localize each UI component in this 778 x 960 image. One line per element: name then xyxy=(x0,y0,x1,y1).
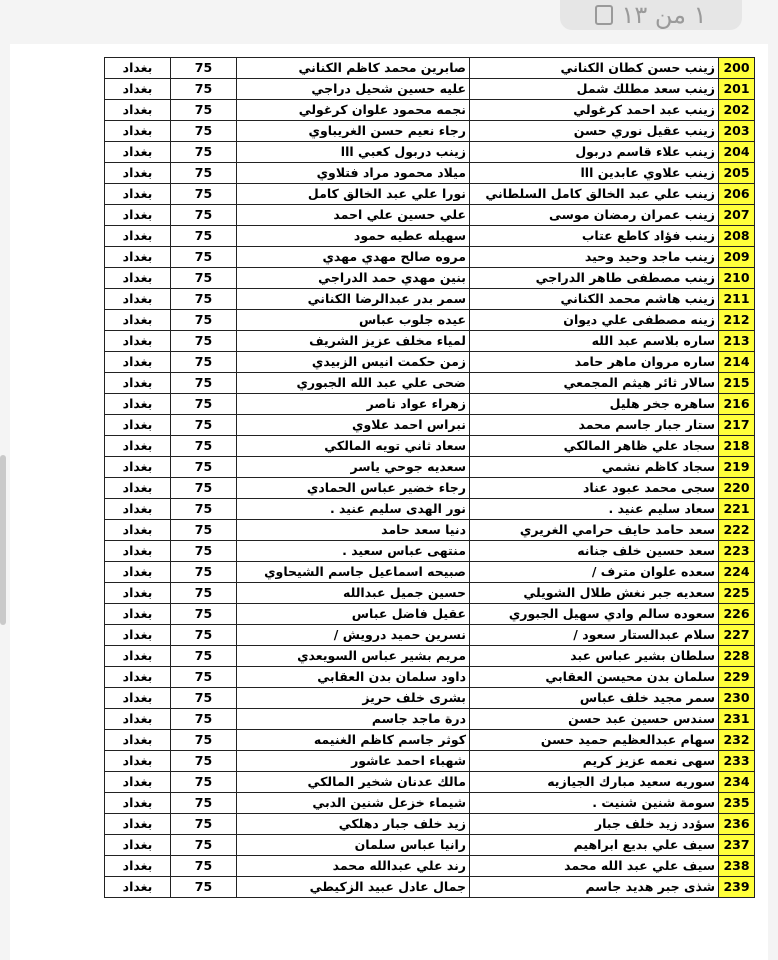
score-cell: 75 xyxy=(171,499,237,520)
row-number-cell: 204 xyxy=(719,142,755,163)
score-cell: 75 xyxy=(171,184,237,205)
names-table xyxy=(104,57,755,898)
score-cell: 75 xyxy=(171,520,237,541)
city-cell: بغداد xyxy=(105,751,171,772)
city-cell: بغداد xyxy=(105,604,171,625)
row-number-cell: 208 xyxy=(719,226,755,247)
guardian-name-cell: نبراس احمد علاوي xyxy=(237,415,470,436)
guardian-name-cell: ضحى علي عبد الله الجبوري xyxy=(237,373,470,394)
row-number-cell: 226 xyxy=(719,604,755,625)
guardian-name-cell: سهيله عطيه حمود xyxy=(237,226,470,247)
table-row xyxy=(105,205,755,226)
full-name-cell: زينب مصطفى طاهر الدراجي xyxy=(470,268,719,289)
page-indicator-text: ١ من ١٣ xyxy=(621,1,707,29)
table-row xyxy=(105,772,755,793)
full-name-cell: زينب فؤاد كاطع عتاب xyxy=(470,226,719,247)
city-cell: بغداد xyxy=(105,646,171,667)
score-cell: 75 xyxy=(171,835,237,856)
score-cell: 75 xyxy=(171,478,237,499)
guardian-name-cell: مريم بشير عباس السويعدي xyxy=(237,646,470,667)
guardian-name-cell: علي حسين علي احمد xyxy=(237,205,470,226)
city-cell: بغداد xyxy=(105,205,171,226)
table-row xyxy=(105,268,755,289)
full-name-cell: زينب علاوي عابدين ااا xyxy=(470,163,719,184)
full-name-cell: سجاد كاظم نشمي xyxy=(470,457,719,478)
table-row xyxy=(105,520,755,541)
score-cell: 75 xyxy=(171,394,237,415)
guardian-name-cell: كوثر جاسم كاظم الغنيمه xyxy=(237,730,470,751)
city-cell: بغداد xyxy=(105,856,171,877)
guardian-name-cell: شهباء احمد عاشور xyxy=(237,751,470,772)
table-row xyxy=(105,436,755,457)
table-row xyxy=(105,394,755,415)
guardian-name-cell: زهراء عواد ناصر xyxy=(237,394,470,415)
table-row xyxy=(105,814,755,835)
guardian-name-cell: لمياء مخلف عزيز الشريف xyxy=(237,331,470,352)
full-name-cell: سعد حسين خلف جنانه xyxy=(470,541,719,562)
table-row xyxy=(105,310,755,331)
table-row xyxy=(105,58,755,79)
score-cell: 75 xyxy=(171,856,237,877)
row-number-cell: 229 xyxy=(719,667,755,688)
row-number-cell: 213 xyxy=(719,331,755,352)
full-name-cell: سعد حامد حايف حرامي الغريري xyxy=(470,520,719,541)
guardian-name-cell: درة ماجد جاسم xyxy=(237,709,470,730)
row-number-cell: 202 xyxy=(719,100,755,121)
row-number-cell: 238 xyxy=(719,856,755,877)
guardian-name-cell: ميلاد محمود مراد فتلاوي xyxy=(237,163,470,184)
score-cell: 75 xyxy=(171,373,237,394)
city-cell: بغداد xyxy=(105,58,171,79)
city-cell: بغداد xyxy=(105,709,171,730)
city-cell: بغداد xyxy=(105,247,171,268)
guardian-name-cell: سعاد ثاني تويه المالكي xyxy=(237,436,470,457)
scrollbar[interactable] xyxy=(0,455,6,625)
table-row xyxy=(105,478,755,499)
full-name-cell: ساهره جخر هليل xyxy=(470,394,719,415)
row-number-cell: 224 xyxy=(719,562,755,583)
guardian-name-cell: سعديه جوحي ياسر xyxy=(237,457,470,478)
row-number-cell: 228 xyxy=(719,646,755,667)
city-cell: بغداد xyxy=(105,415,171,436)
score-cell: 75 xyxy=(171,352,237,373)
guardian-name-cell: نجمه محمود علوان كرغولي xyxy=(237,100,470,121)
score-cell: 75 xyxy=(171,709,237,730)
guardian-name-cell: شيماء خزعل شنين الدبي xyxy=(237,793,470,814)
score-cell: 75 xyxy=(171,457,237,478)
city-cell: بغداد xyxy=(105,541,171,562)
table-row xyxy=(105,688,755,709)
score-cell: 75 xyxy=(171,58,237,79)
table-row xyxy=(105,247,755,268)
full-name-cell: زينب عمران رمضان موسى xyxy=(470,205,719,226)
score-cell: 75 xyxy=(171,688,237,709)
full-name-cell: سعاد سليم عنيد . xyxy=(470,499,719,520)
table-row xyxy=(105,709,755,730)
full-name-cell: سلمان بدن محيسن العقابي xyxy=(470,667,719,688)
table-row xyxy=(105,331,755,352)
row-number-cell: 216 xyxy=(719,394,755,415)
row-number-cell: 234 xyxy=(719,772,755,793)
city-cell: بغداد xyxy=(105,310,171,331)
row-number-cell: 221 xyxy=(719,499,755,520)
table-row xyxy=(105,457,755,478)
score-cell: 75 xyxy=(171,625,237,646)
full-name-cell: سمر مجيد خلف عباس xyxy=(470,688,719,709)
score-cell: 75 xyxy=(171,247,237,268)
city-cell: بغداد xyxy=(105,562,171,583)
guardian-name-cell: رند علي عبدالله محمد xyxy=(237,856,470,877)
full-name-cell: سعوده سالم وادي سهيل الجبوري xyxy=(470,604,719,625)
full-name-cell: زينه مصطفى علي ديوان xyxy=(470,310,719,331)
table-row xyxy=(105,79,755,100)
guardian-name-cell: بنين مهدي حمد الدراجي xyxy=(237,268,470,289)
score-cell: 75 xyxy=(171,751,237,772)
full-name-cell: سجاد علي ظاهر المالكي xyxy=(470,436,719,457)
table-row xyxy=(105,751,755,772)
row-number-cell: 222 xyxy=(719,520,755,541)
city-cell: بغداد xyxy=(105,688,171,709)
table-row xyxy=(105,352,755,373)
guardian-name-cell: زمن حكمت انيس الزبيدي xyxy=(237,352,470,373)
full-name-cell: ساره مروان ماهر حامد xyxy=(470,352,719,373)
guardian-name-cell: مالك عدنان شخير المالكي xyxy=(237,772,470,793)
full-name-cell: سعده علوان مترف / xyxy=(470,562,719,583)
city-cell: بغداد xyxy=(105,142,171,163)
score-cell: 75 xyxy=(171,814,237,835)
full-name-cell: سالار ثائر هيثم المجمعي xyxy=(470,373,719,394)
score-cell: 75 xyxy=(171,310,237,331)
full-name-cell: سؤدد زيد خلف جبار xyxy=(470,814,719,835)
city-cell: بغداد xyxy=(105,625,171,646)
row-number-cell: 235 xyxy=(719,793,755,814)
score-cell: 75 xyxy=(171,730,237,751)
city-cell: بغداد xyxy=(105,394,171,415)
row-number-cell: 230 xyxy=(719,688,755,709)
city-cell: بغداد xyxy=(105,121,171,142)
row-number-cell: 225 xyxy=(719,583,755,604)
table-row xyxy=(105,856,755,877)
row-number-cell: 212 xyxy=(719,310,755,331)
row-number-cell: 209 xyxy=(719,247,755,268)
score-cell: 75 xyxy=(171,583,237,604)
city-cell: بغداد xyxy=(105,226,171,247)
guardian-name-cell: حسين جميل عبدالله xyxy=(237,583,470,604)
city-cell: بغداد xyxy=(105,499,171,520)
full-name-cell: زينب ماجد وحيد وحيد xyxy=(470,247,719,268)
full-name-cell: سجى محمد عبود عناد xyxy=(470,478,719,499)
guardian-name-cell: زينب دربول كعبي ااا xyxy=(237,142,470,163)
guardian-name-cell: صابرين محمد كاظم الكناني xyxy=(237,58,470,79)
page-indicator xyxy=(560,0,742,30)
score-cell: 75 xyxy=(171,121,237,142)
row-number-cell: 227 xyxy=(719,625,755,646)
table-row xyxy=(105,541,755,562)
table-row xyxy=(105,667,755,688)
score-cell: 75 xyxy=(171,541,237,562)
row-number-cell: 239 xyxy=(719,877,755,898)
table-row xyxy=(105,877,755,898)
score-cell: 75 xyxy=(171,268,237,289)
guardian-name-cell: رجاء نعيم حسن الغريباوي xyxy=(237,121,470,142)
row-number-cell: 220 xyxy=(719,478,755,499)
city-cell: بغداد xyxy=(105,79,171,100)
guardian-name-cell: عليه حسين شحيل دراجي xyxy=(237,79,470,100)
guardian-name-cell: منتهى عباس سعيد . xyxy=(237,541,470,562)
guardian-name-cell: صبيحه اسماعيل جاسم الشيحاوي xyxy=(237,562,470,583)
row-number-cell: 223 xyxy=(719,541,755,562)
score-cell: 75 xyxy=(171,100,237,121)
table-row xyxy=(105,121,755,142)
score-cell: 75 xyxy=(171,562,237,583)
full-name-cell: ساره بلاسم عبد الله xyxy=(470,331,719,352)
guardian-name-cell: دنيا سعد حامد xyxy=(237,520,470,541)
table-row xyxy=(105,163,755,184)
guardian-name-cell: نسرين حميد درويش / xyxy=(237,625,470,646)
page-icon xyxy=(595,5,613,25)
table-row xyxy=(105,730,755,751)
full-name-cell: زينب علي عبد الخالق كامل السلطاني xyxy=(470,184,719,205)
table-row xyxy=(105,604,755,625)
city-cell: بغداد xyxy=(105,289,171,310)
score-cell: 75 xyxy=(171,877,237,898)
guardian-name-cell: رانيا عباس سلمان xyxy=(237,835,470,856)
full-name-cell: زينب حسن كطان الكناني xyxy=(470,58,719,79)
city-cell: بغداد xyxy=(105,352,171,373)
full-name-cell: سيف علي عبد الله محمد xyxy=(470,856,719,877)
score-cell: 75 xyxy=(171,604,237,625)
guardian-name-cell: عقيل فاضل عباس xyxy=(237,604,470,625)
table-row xyxy=(105,289,755,310)
row-number-cell: 206 xyxy=(719,184,755,205)
row-number-cell: 217 xyxy=(719,415,755,436)
city-cell: بغداد xyxy=(105,520,171,541)
guardian-name-cell: جمال عادل عبيد الزكيطي xyxy=(237,877,470,898)
score-cell: 75 xyxy=(171,667,237,688)
full-name-cell: سلطان بشير عباس عبد xyxy=(470,646,719,667)
city-cell: بغداد xyxy=(105,373,171,394)
full-name-cell: زينب سعد مطلك شمل xyxy=(470,79,719,100)
table-row xyxy=(105,415,755,436)
guardian-name-cell: نور الهدى سليم عنيد . xyxy=(237,499,470,520)
city-cell: بغداد xyxy=(105,814,171,835)
row-number-cell: 233 xyxy=(719,751,755,772)
city-cell: بغداد xyxy=(105,436,171,457)
score-cell: 75 xyxy=(171,289,237,310)
full-name-cell: سيف علي بديع ابراهيم xyxy=(470,835,719,856)
row-number-cell: 232 xyxy=(719,730,755,751)
table-row xyxy=(105,499,755,520)
full-name-cell: سهام عبدالعظيم حميد حسن xyxy=(470,730,719,751)
table-row xyxy=(105,226,755,247)
city-cell: بغداد xyxy=(105,478,171,499)
row-number-cell: 237 xyxy=(719,835,755,856)
row-number-cell: 200 xyxy=(719,58,755,79)
row-number-cell: 201 xyxy=(719,79,755,100)
city-cell: بغداد xyxy=(105,772,171,793)
row-number-cell: 231 xyxy=(719,709,755,730)
document-sheet xyxy=(10,44,768,960)
full-name-cell: سوريه سعيد مبارك الجيازيه xyxy=(470,772,719,793)
city-cell: بغداد xyxy=(105,163,171,184)
city-cell: بغداد xyxy=(105,793,171,814)
table-row xyxy=(105,793,755,814)
score-cell: 75 xyxy=(171,163,237,184)
table-row xyxy=(105,100,755,121)
guardian-name-cell: مروه صالح مهدي مهدي xyxy=(237,247,470,268)
guardian-name-cell: زيد خلف جبار دهلكي xyxy=(237,814,470,835)
full-name-cell: ستار جبار جاسم محمد xyxy=(470,415,719,436)
city-cell: بغداد xyxy=(105,877,171,898)
score-cell: 75 xyxy=(171,646,237,667)
city-cell: بغداد xyxy=(105,268,171,289)
row-number-cell: 215 xyxy=(719,373,755,394)
score-cell: 75 xyxy=(171,331,237,352)
full-name-cell: زينب علاء قاسم دربول xyxy=(470,142,719,163)
row-number-cell: 207 xyxy=(719,205,755,226)
row-number-cell: 205 xyxy=(719,163,755,184)
full-name-cell: زينب عبد احمد كرغولي xyxy=(470,100,719,121)
city-cell: بغداد xyxy=(105,835,171,856)
score-cell: 75 xyxy=(171,142,237,163)
row-number-cell: 219 xyxy=(719,457,755,478)
full-name-cell: سلام عبدالستار سعود / xyxy=(470,625,719,646)
score-cell: 75 xyxy=(171,772,237,793)
city-cell: بغداد xyxy=(105,730,171,751)
table-row xyxy=(105,646,755,667)
table-row xyxy=(105,583,755,604)
guardian-name-cell: بشرى خلف حريز xyxy=(237,688,470,709)
row-number-cell: 236 xyxy=(719,814,755,835)
full-name-cell: سهى نعمه عزيز كريم xyxy=(470,751,719,772)
guardian-name-cell: داود سلمان بدن العقابي xyxy=(237,667,470,688)
score-cell: 75 xyxy=(171,415,237,436)
full-name-cell: سندس حسين عبد حسن xyxy=(470,709,719,730)
city-cell: بغداد xyxy=(105,457,171,478)
guardian-name-cell: عيده جلوب عباس xyxy=(237,310,470,331)
row-number-cell: 210 xyxy=(719,268,755,289)
city-cell: بغداد xyxy=(105,184,171,205)
row-number-cell: 211 xyxy=(719,289,755,310)
city-cell: بغداد xyxy=(105,100,171,121)
score-cell: 75 xyxy=(171,226,237,247)
full-name-cell: زينب عقيل نوري حسن xyxy=(470,121,719,142)
score-cell: 75 xyxy=(171,793,237,814)
table-row xyxy=(105,562,755,583)
row-number-cell: 214 xyxy=(719,352,755,373)
table-row xyxy=(105,373,755,394)
guardian-name-cell: سمر بدر عبدالرضا الكناني xyxy=(237,289,470,310)
table-row xyxy=(105,625,755,646)
guardian-name-cell: نورا علي عبد الخالق كامل xyxy=(237,184,470,205)
table-row xyxy=(105,184,755,205)
row-number-cell: 203 xyxy=(719,121,755,142)
table-row xyxy=(105,835,755,856)
full-name-cell: سعديه جبر نغش طلال الشويلي xyxy=(470,583,719,604)
full-name-cell: سومة شنين شنيت . xyxy=(470,793,719,814)
city-cell: بغداد xyxy=(105,331,171,352)
city-cell: بغداد xyxy=(105,583,171,604)
full-name-cell: شذى جبر هديد جاسم xyxy=(470,877,719,898)
city-cell: بغداد xyxy=(105,667,171,688)
score-cell: 75 xyxy=(171,436,237,457)
table-row xyxy=(105,142,755,163)
row-number-cell: 218 xyxy=(719,436,755,457)
guardian-name-cell: رجاء خضير عباس الحمادي xyxy=(237,478,470,499)
full-name-cell: زينب هاشم محمد الكناني xyxy=(470,289,719,310)
score-cell: 75 xyxy=(171,79,237,100)
score-cell: 75 xyxy=(171,205,237,226)
